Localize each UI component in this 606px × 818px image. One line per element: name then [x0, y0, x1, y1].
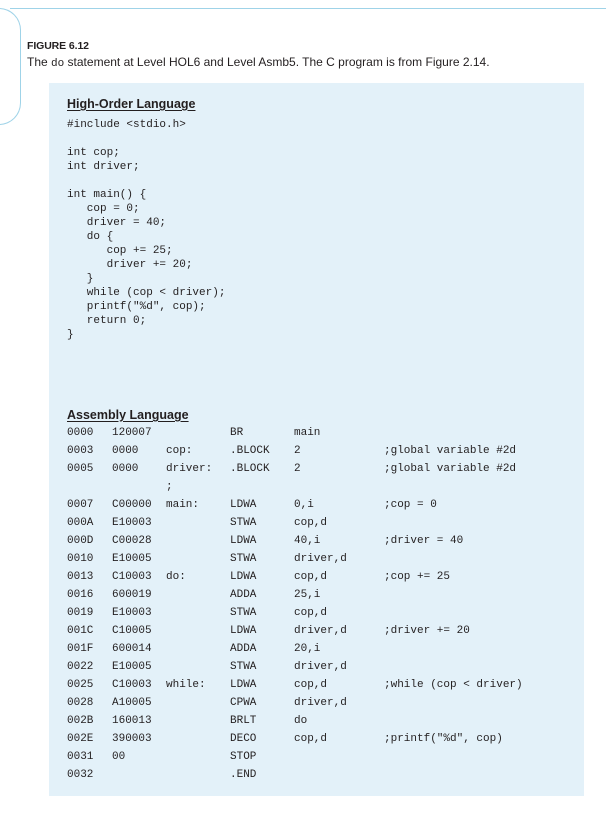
hol-code-line: do {	[67, 231, 114, 243]
asm-address: 0025	[67, 679, 94, 691]
asm-operand: 0,i	[294, 499, 314, 511]
asm-comment: ;while (cop < driver)	[384, 679, 523, 691]
asm-operand: driver,d	[294, 553, 347, 565]
asm-address: 0003	[67, 445, 94, 457]
asm-address: 0016	[67, 589, 94, 601]
asm-mnemonic: ADDA	[230, 643, 257, 655]
asm-comment: ;driver += 20	[384, 625, 470, 637]
asm-mnemonic: .BLOCK	[230, 463, 270, 475]
asm-object-code: C00000	[112, 499, 152, 511]
asm-operand: 2	[294, 445, 301, 457]
asm-operand: 25,i	[294, 589, 321, 601]
asm-object-code: C00028	[112, 535, 152, 547]
figure-top-rule	[10, 8, 606, 9]
asm-address: 001F	[67, 643, 94, 655]
asm-operand: cop,d	[294, 571, 328, 583]
asm-mnemonic: LDWA	[230, 499, 257, 511]
asm-symbol: cop:	[166, 445, 193, 457]
asm-address: 0005	[67, 463, 94, 475]
asm-address: 0013	[67, 571, 94, 583]
figure-frame-arc	[0, 8, 21, 125]
hol-code-line: int driver;	[67, 161, 140, 173]
asm-object-code: E10003	[112, 517, 152, 529]
asm-address: 000A	[67, 517, 94, 529]
hol-code-line: driver = 40;	[67, 217, 167, 229]
asm-operand: driver,d	[294, 697, 347, 709]
asm-operand: do	[294, 715, 308, 727]
asm-address: 0028	[67, 697, 94, 709]
asm-comment: ;global variable #2d	[384, 445, 517, 457]
asm-mnemonic: CPWA	[230, 697, 257, 709]
asm-object-code: 600019	[112, 589, 152, 601]
asm-object-code: 0000	[112, 463, 139, 475]
caption-text-post: statement at Level HOL6 and Level Asmb5. The C program is from Figure 2.14.	[64, 55, 490, 69]
asm-address: 0022	[67, 661, 94, 673]
asm-object-code: E10003	[112, 607, 152, 619]
asm-section-title: Assembly Language	[67, 408, 189, 422]
hol-code-line: return 0;	[67, 315, 147, 327]
asm-operand: cop,d	[294, 517, 328, 529]
asm-object-code: 600014	[112, 643, 152, 655]
asm-mnemonic: BR	[230, 427, 244, 439]
asm-address: 001C	[67, 625, 94, 637]
hol-code-line: cop = 0;	[67, 203, 140, 215]
asm-operand: driver,d	[294, 625, 347, 637]
figure-caption	[27, 55, 490, 70]
hol-section-title: High-Order Language	[67, 97, 196, 111]
hol-code-line: int main() {	[67, 189, 147, 201]
asm-object-code: 00	[112, 751, 126, 763]
asm-mnemonic: STOP	[230, 751, 257, 763]
asm-object-code: 390003	[112, 733, 152, 745]
asm-address: 0000	[67, 427, 94, 439]
asm-comment: ;global variable #2d	[384, 463, 517, 475]
asm-mnemonic: STWA	[230, 607, 257, 619]
asm-object-code: 120007	[112, 427, 152, 439]
hol-code-line: printf("%d", cop);	[67, 301, 206, 313]
asm-operand: 2	[294, 463, 301, 475]
asm-symbol: while:	[166, 679, 206, 691]
asm-address: 002B	[67, 715, 94, 727]
asm-operand: cop,d	[294, 607, 328, 619]
asm-comment: ;printf("%d", cop)	[384, 733, 503, 745]
hol-code-block	[67, 118, 225, 342]
hol-code-line	[67, 174, 225, 188]
hol-code-line	[67, 132, 225, 146]
asm-mnemonic: LDWA	[230, 679, 257, 691]
asm-object-code: 160013	[112, 715, 152, 727]
hol-code-line: }	[67, 273, 94, 285]
asm-symbol: main:	[166, 499, 200, 511]
asm-object-code: E10005	[112, 661, 152, 673]
asm-operand: 40,i	[294, 535, 321, 547]
asm-mnemonic: DECO	[230, 733, 257, 745]
asm-comment: ;cop += 25	[384, 571, 451, 583]
asm-symbol: do:	[166, 571, 186, 583]
hol-code-line: int cop;	[67, 147, 120, 159]
asm-mnemonic: LDWA	[230, 571, 257, 583]
asm-mnemonic: STWA	[230, 661, 257, 673]
hol-code-line: cop += 25;	[67, 245, 173, 257]
asm-comment: ;driver = 40	[384, 535, 464, 547]
asm-address: 0007	[67, 499, 94, 511]
asm-mnemonic: LDWA	[230, 535, 257, 547]
hol-code-line: while (cop < driver);	[67, 287, 226, 299]
asm-object-code: A10005	[112, 697, 152, 709]
asm-symbol: ;	[166, 481, 173, 493]
asm-object-code: C10005	[112, 625, 152, 637]
caption-text-pre: The	[27, 55, 52, 69]
asm-mnemonic: STWA	[230, 553, 257, 565]
asm-operand: driver,d	[294, 661, 347, 673]
hol-code-line: }	[67, 329, 74, 341]
asm-address: 0019	[67, 607, 94, 619]
asm-address: 002E	[67, 733, 94, 745]
asm-comment: ;cop = 0	[384, 499, 437, 511]
asm-object-code: C10003	[112, 679, 152, 691]
hol-code-line: driver += 20;	[67, 259, 193, 271]
asm-mnemonic: BRLT	[230, 715, 257, 727]
asm-operand: cop,d	[294, 733, 328, 745]
asm-mnemonic: .END	[230, 769, 257, 781]
asm-operand: main	[294, 427, 321, 439]
caption-keyword: do	[51, 58, 65, 70]
asm-operand: cop,d	[294, 679, 328, 691]
asm-mnemonic: STWA	[230, 517, 257, 529]
asm-operand: 20,i	[294, 643, 321, 655]
asm-object-code: E10005	[112, 553, 152, 565]
asm-mnemonic: .BLOCK	[230, 445, 270, 457]
asm-address: 0032	[67, 769, 94, 781]
asm-mnemonic: LDWA	[230, 625, 257, 637]
asm-object-code: C10003	[112, 571, 152, 583]
asm-address: 0031	[67, 751, 94, 763]
asm-mnemonic: ADDA	[230, 589, 257, 601]
hol-code-line: #include <stdio.h>	[67, 119, 186, 131]
asm-symbol: driver:	[166, 463, 213, 475]
asm-object-code: 0000	[112, 445, 139, 457]
asm-address: 0010	[67, 553, 94, 565]
figure-label: FIGURE 6.12	[27, 40, 89, 52]
asm-address: 000D	[67, 535, 94, 547]
